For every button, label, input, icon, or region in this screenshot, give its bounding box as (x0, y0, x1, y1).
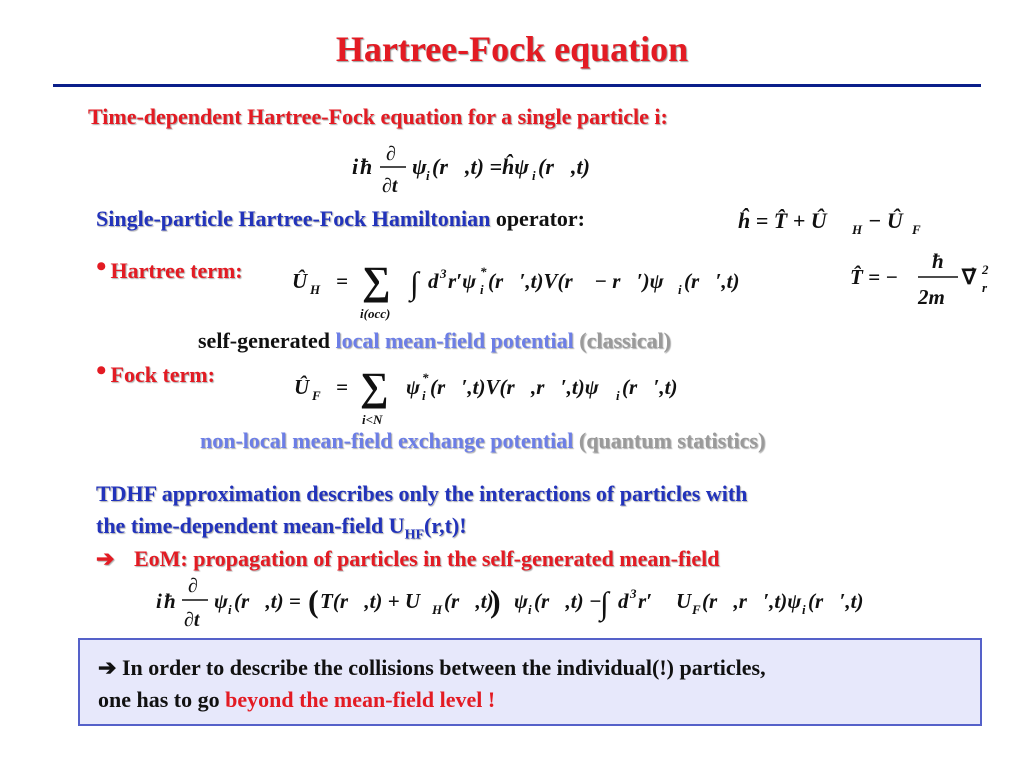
fock-desc-gray: (quantum statistics) (578, 428, 766, 453)
svg-text:T̂ = −: T̂ = − (850, 265, 899, 289)
fock-label: Fock term: (110, 362, 215, 387)
svg-text:F: F (312, 388, 321, 403)
kinetic-operator-equation (846, 246, 1006, 314)
svg-text:(r⃗,t) =: (r⃗,t) = (234, 589, 301, 613)
svg-text:): ) (490, 583, 501, 619)
fock-desc-blue: non-local mean-field exchange potential (200, 428, 574, 453)
svg-text:*: * (480, 264, 487, 279)
svg-text:ħ: ħ (360, 154, 373, 179)
svg-text:T(r⃗,t) + U: T(r⃗,t) + U (320, 589, 421, 613)
conclusion-line-2-red: beyond the mean-field level ! (225, 687, 496, 712)
svg-text:2m: 2m (918, 285, 945, 309)
svg-text:3: 3 (630, 586, 637, 601)
svg-text:i: i (802, 602, 806, 617)
svg-text:∇⃗: ∇⃗ (962, 265, 977, 289)
svg-text:i: i (156, 589, 162, 613)
svg-text:i: i (426, 168, 430, 183)
tdhf-equation (350, 138, 610, 200)
hartree-desc-blue: local mean-field potential (335, 328, 574, 353)
svg-text:(r⃗,t) −: (r⃗,t) − (534, 589, 602, 613)
svg-text:(r⃗,r⃗′,t)ψ: (r⃗,r⃗′,t)ψ (702, 589, 802, 613)
svg-text:d: d (428, 269, 439, 293)
svg-text:*: * (422, 370, 429, 385)
svg-text:∑: ∑ (360, 364, 389, 409)
svg-text:ħ: ħ (932, 249, 944, 273)
svg-text:3: 3 (440, 266, 447, 281)
svg-text:(r⃗,t): (r⃗,t) (444, 589, 494, 613)
svg-text:∂: ∂ (188, 575, 198, 597)
svg-text:ψ: ψ (406, 375, 421, 399)
svg-text:i: i (480, 282, 484, 297)
svg-text:i: i (528, 602, 532, 617)
arrow-right-icon: ➔ (98, 655, 117, 680)
eom-text: EoM: propagation of particles in the self-generated mean-field (133, 546, 720, 571)
hartree-label: Hartree term: (110, 258, 243, 283)
intro-text: Time-dependent Hartree-Fock equation for a single particle i: (88, 104, 668, 129)
conclusion-line-2 (98, 684, 766, 716)
conclusion-line-1 (98, 652, 766, 684)
svg-text:i: i (532, 168, 536, 183)
svg-text:∂: ∂ (386, 143, 396, 165)
hartree-description (198, 328, 671, 354)
svg-text:(r⃗′,t): (r⃗′,t) (808, 589, 864, 613)
hartree-desc-black: self-generated (198, 328, 330, 353)
svg-text:d: d (618, 589, 629, 613)
svg-text:∫: ∫ (410, 265, 419, 301)
svg-text:(r⃗′,t)V(r⃗ − r⃗′)ψ: (r⃗′,t)V(r⃗ − r⃗′)ψ (488, 269, 664, 293)
conclusion-line-2-black: one has to go (98, 687, 220, 712)
svg-text:ψ: ψ (412, 154, 427, 179)
svg-text:ψ: ψ (514, 589, 529, 613)
svg-text:F: F (692, 602, 701, 617)
hartree-bullet-row (96, 250, 243, 283)
bullet-icon: • (96, 250, 107, 283)
svg-text:i<N: i<N (362, 412, 383, 427)
conclusion-box (78, 638, 982, 726)
eom-equation (152, 568, 892, 636)
svg-text:Û: Û (294, 375, 310, 399)
svg-text:U: U (676, 589, 692, 613)
arrow-right-icon: ➔ (96, 546, 115, 571)
svg-text:(r⃗,t): (r⃗,t) (538, 154, 590, 179)
page-title: Hartree-Fock equation (335, 29, 689, 69)
svg-text:2: 2 (982, 262, 989, 277)
svg-text:− Û: − Û (868, 208, 903, 233)
svg-text:=: = (336, 375, 348, 399)
svg-text:i: i (352, 154, 359, 179)
svg-text:ħ: ħ (164, 589, 176, 613)
svg-text:H: H (852, 222, 863, 237)
svg-text:(r⃗′,t): (r⃗′,t) (684, 269, 740, 293)
hamiltonian-label (96, 206, 585, 232)
bullet-icon: • (96, 354, 107, 387)
tdhf-subscript: HF (404, 527, 425, 543)
conclusion-line-1-text: In order to describe the collisions between the individual(!) particles, (121, 655, 766, 680)
svg-text:(r⃗,t) =: (r⃗,t) = (432, 154, 502, 179)
tdhf-line-2-text: the time-dependent mean-field U (96, 513, 405, 538)
svg-text:∂t: ∂t (382, 175, 398, 197)
conclusion-text (98, 652, 766, 716)
svg-text:H: H (310, 282, 321, 297)
hamiltonian-label-black: operator: (495, 206, 585, 231)
hartree-equation (288, 250, 768, 326)
fock-equation (290, 362, 690, 432)
svg-text:∫: ∫ (600, 585, 609, 621)
svg-text:ψ: ψ (214, 589, 229, 613)
fock-description (200, 428, 765, 454)
svg-text:r′ψ: r′ψ (448, 269, 477, 293)
svg-text:(r⃗′,t)V(r⃗,r⃗′,t)ψ: (r⃗′,t)V(r⃗,r⃗′,t)ψ (430, 375, 599, 399)
svg-text:ĥ = T̂ + Û: ĥ = T̂ + Û (738, 208, 827, 233)
svg-text:i: i (616, 388, 620, 403)
svg-text:i(occ): i(occ) (360, 306, 391, 321)
svg-text:∑: ∑ (362, 258, 391, 303)
tdhf-line-2-end: (r,t)! (424, 513, 467, 538)
svg-text:ĥψ: ĥψ (502, 154, 529, 179)
tdhf-line-1: TDHF approximation describes only the interactions of particles with (96, 481, 748, 506)
hartree-desc-gray: (classical) (579, 328, 671, 353)
hamiltonian-label-blue: Single-particle Hartree-Fock Hamiltonian (96, 206, 491, 231)
fock-bullet-row (96, 354, 215, 387)
svg-text:r′: r′ (638, 589, 653, 613)
svg-text:(r⃗′,t): (r⃗′,t) (622, 375, 678, 399)
svg-text:r: r (982, 280, 988, 295)
svg-text:i: i (422, 388, 426, 403)
svg-text:∂t: ∂t (184, 609, 200, 631)
svg-text:=: = (336, 269, 348, 293)
svg-text:i: i (678, 282, 682, 297)
tdhf-line-2 (96, 513, 467, 543)
hamiltonian-equation (734, 196, 944, 244)
svg-text:Û: Û (292, 269, 308, 293)
svg-text:F: F (912, 222, 921, 237)
svg-text:(: ( (308, 583, 319, 619)
svg-text:H: H (432, 602, 443, 617)
svg-text:i: i (228, 602, 232, 617)
title-divider (53, 84, 981, 87)
